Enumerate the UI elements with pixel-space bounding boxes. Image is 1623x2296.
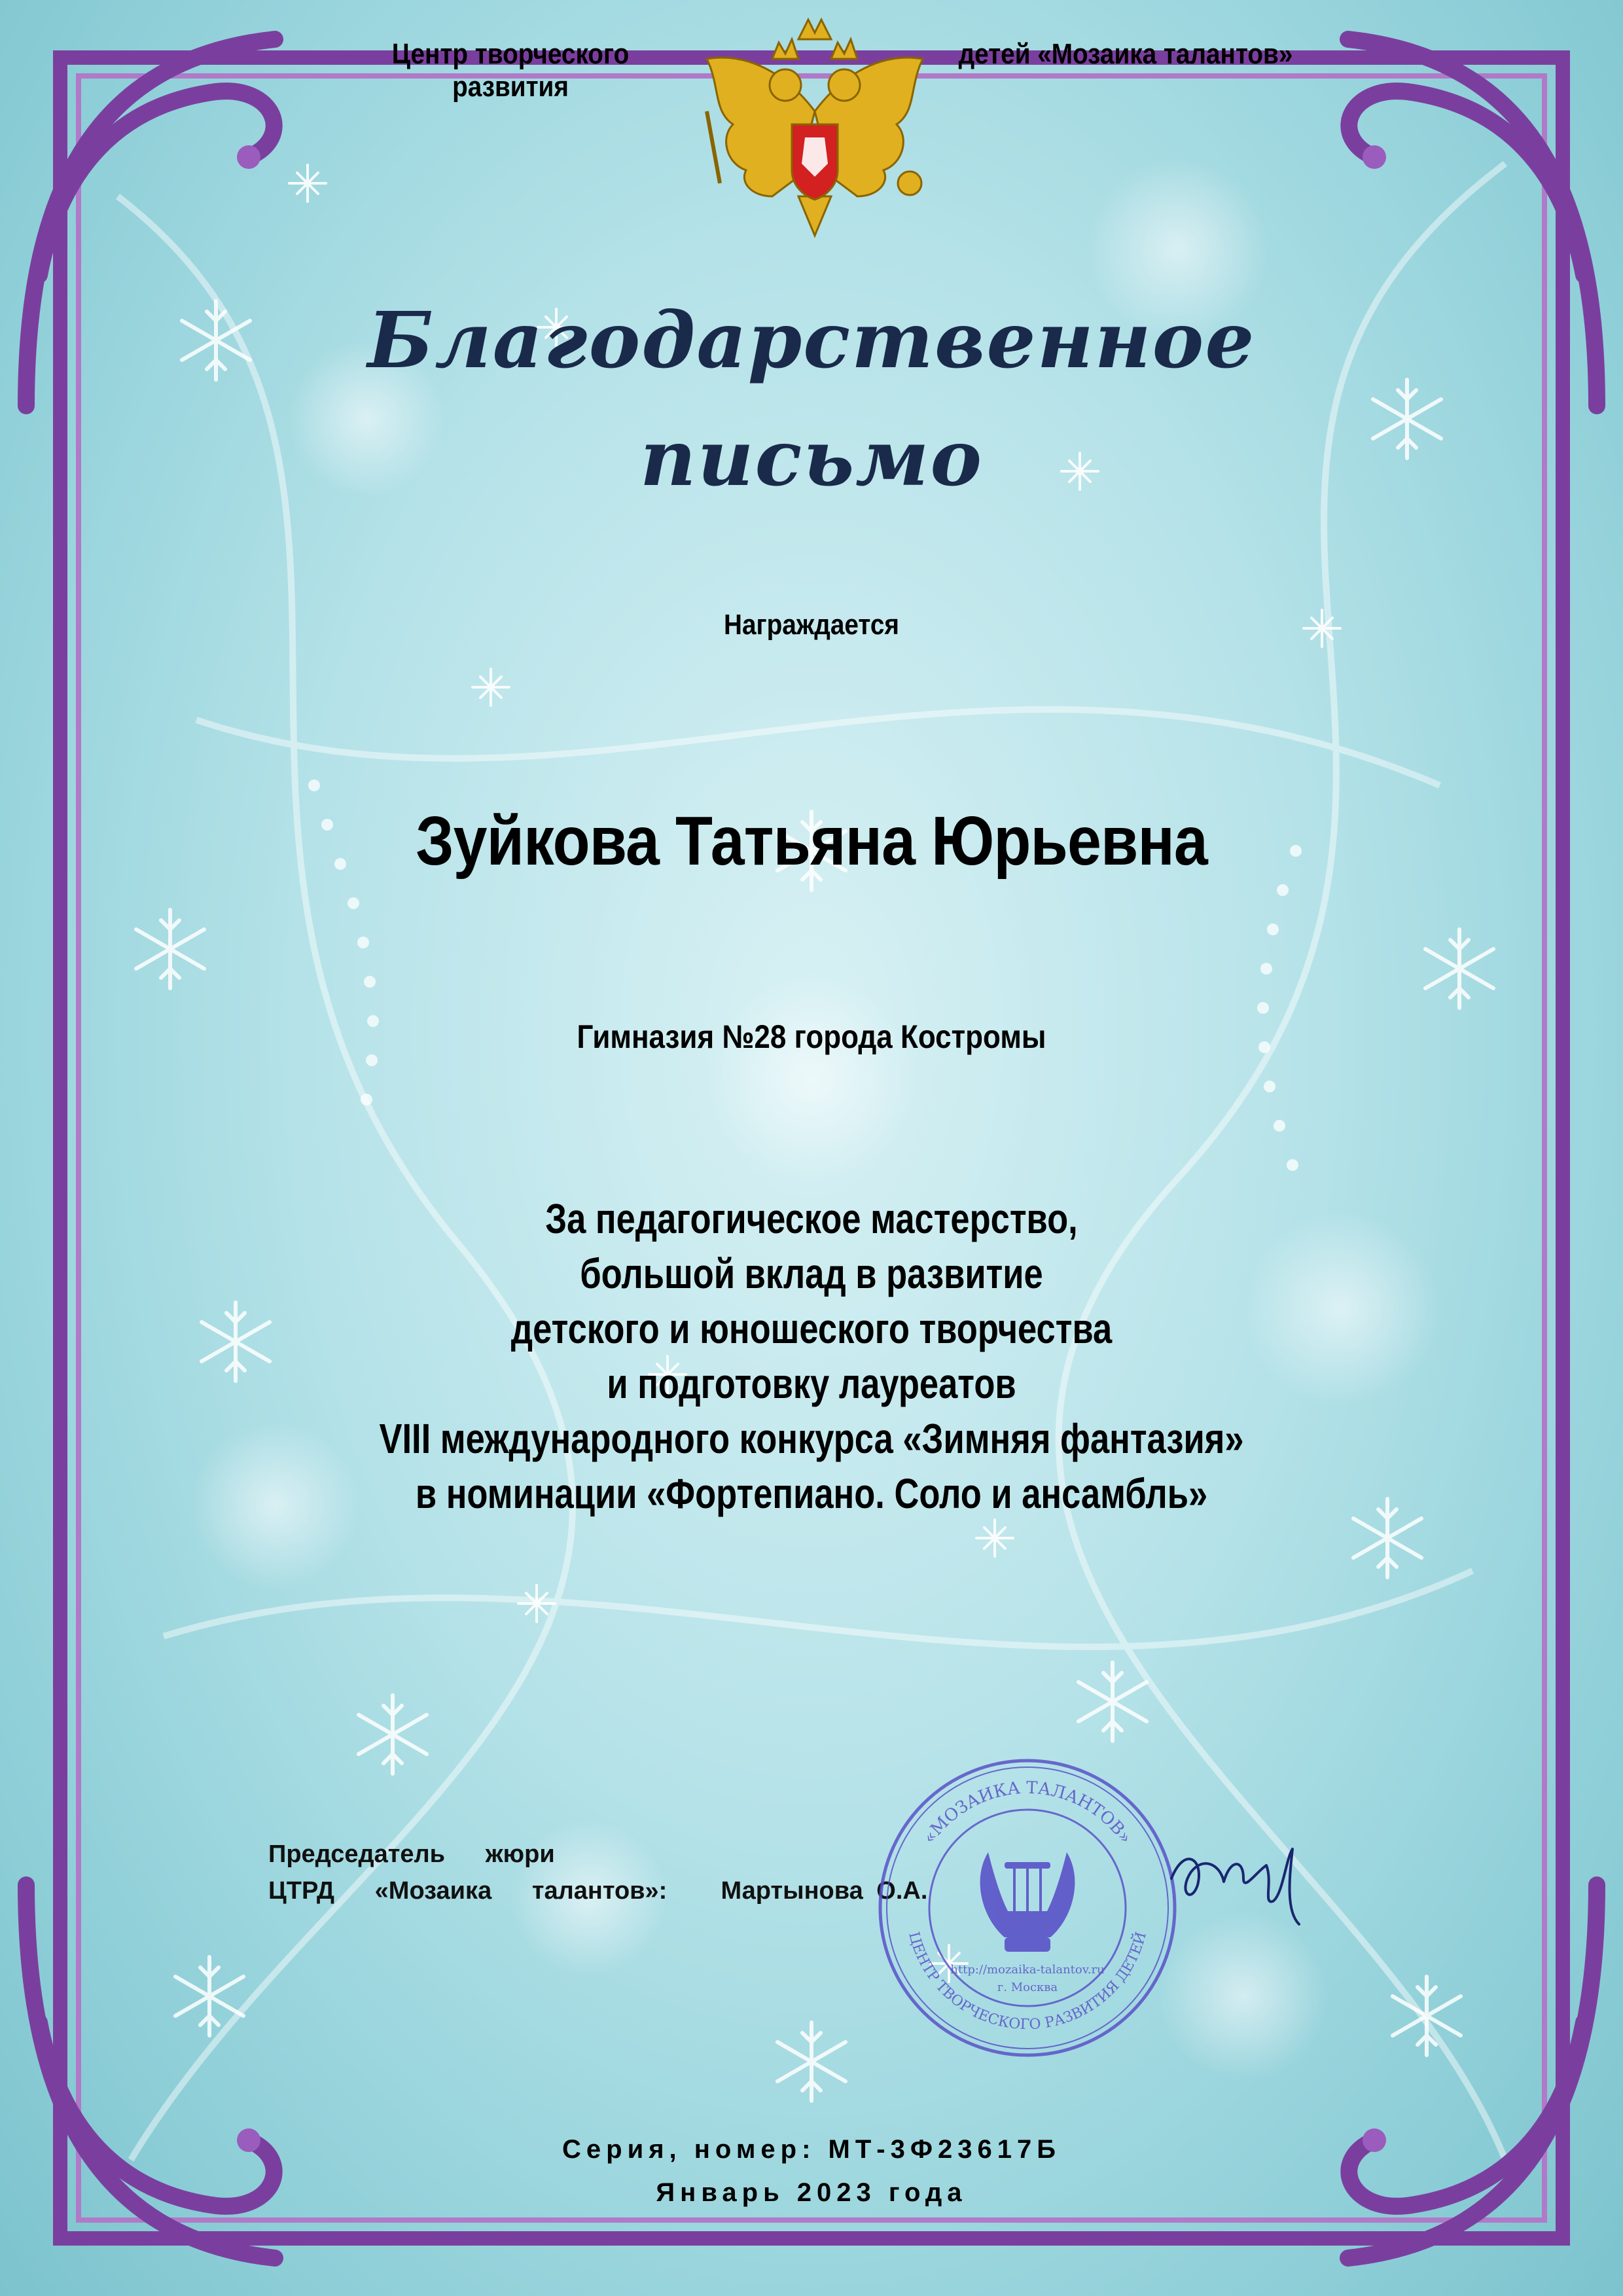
recipient-school: Гимназия №28 города Костромы (577, 1018, 1046, 1055)
issue-date: Январь 2023 года (656, 2178, 967, 2207)
coat-of-arms-icon (694, 13, 936, 242)
header-organization-right: детей «Мозаика талантов» (958, 38, 1293, 70)
reason-line: в номинации «Фортепиано. Соло и ансамбль» (415, 1470, 1208, 1517)
organization-stamp (874, 1754, 1181, 2062)
reason-line: VIII международного конкурса «Зимняя фантазия» (379, 1415, 1244, 1462)
document-title-line2: письмо (639, 412, 984, 503)
header-organization-left: Центр творческого развития (391, 38, 630, 103)
reason-line: За педагогическое мастерство, (545, 1195, 1078, 1242)
reason-line: большой вклад в развитие (580, 1250, 1043, 1297)
signatory-title: Председатель жюри (268, 1840, 555, 1868)
reason-line: детского и юношеского творчества (510, 1305, 1113, 1352)
stamp-top-text: «МОЗАИКА ТАЛАНТОВ» (919, 1778, 1135, 1848)
recipient-name: Зуйкова Татьяна Юрьевна (416, 802, 1207, 880)
handwritten-signature (1158, 1820, 1315, 1931)
reason-line: и подготовку лауреатов (607, 1360, 1016, 1407)
awarded-label: Награждается (724, 609, 899, 641)
stamp-bottom-text: ЦЕНТР ТВОРЧЕСКОГО РАЗВИТИЯ ДЕТЕЙ (905, 1930, 1150, 2034)
signatory-name: ЦТРД «Мозаика талантов»: Мартынова О.А. (268, 1877, 928, 1905)
award-reason (146, 1191, 1477, 1521)
document-title-line1: Благодарственное (367, 295, 1256, 386)
stamp-city: г. Москва (997, 1981, 1058, 1994)
lyre-icon (980, 1852, 1075, 1952)
stamp-url: http://mozaika-talantov.ru (950, 1963, 1105, 1977)
series-number: Серия, номер: МТ-3Ф23617Б (562, 2135, 1061, 2164)
